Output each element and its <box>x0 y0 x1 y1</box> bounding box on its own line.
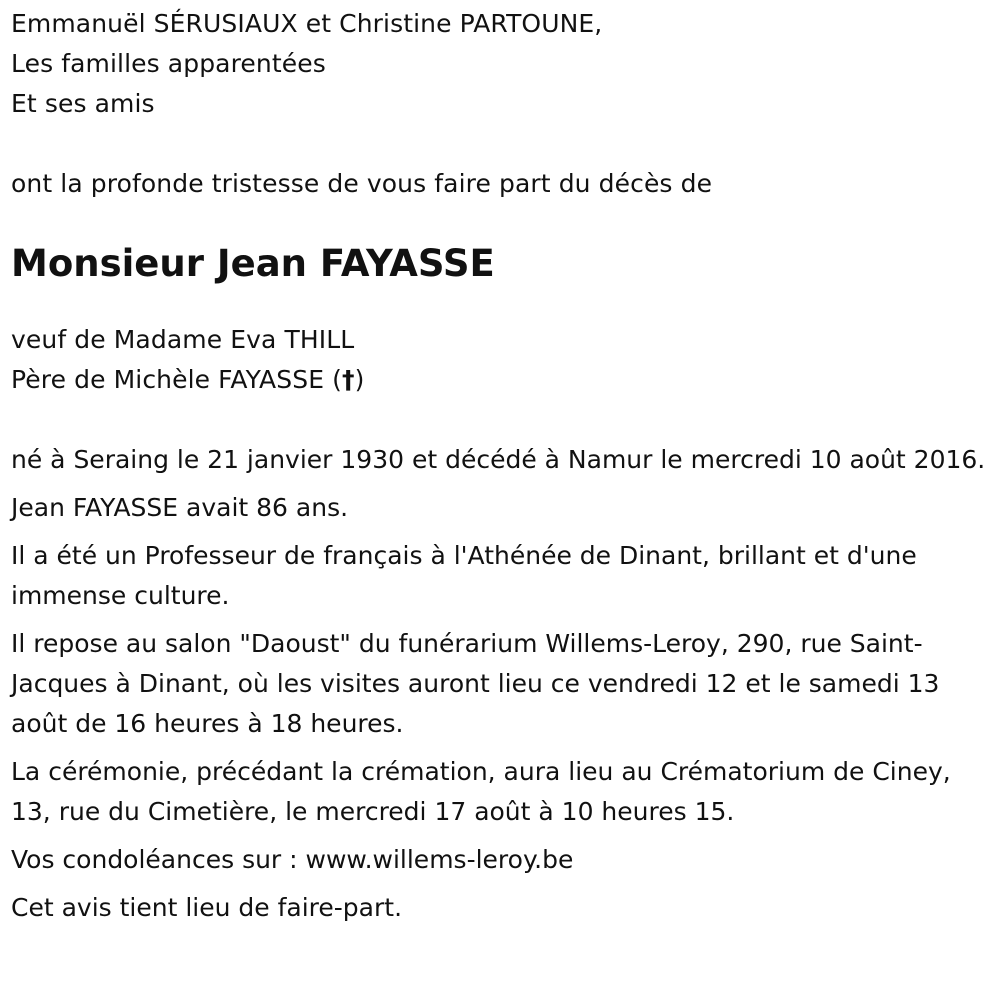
notice-paragraph: Cet avis tient lieu de faire-part. <box>11 893 403 922</box>
birth-death-paragraph: né à Seraing le 21 janvier 1930 et décédé à Namur le mercredi 10 août 2016. <box>11 445 986 474</box>
career-paragraph: Il a été un Professeur de français à l'Athénée de Dinant, brillant et d'une immense culture. <box>11 541 917 610</box>
announcer-line: Emmanuël SÉRUSIAUX et Christine PARTOUNE, <box>11 9 603 38</box>
rest-paragraph: Il repose au salon "Daoust" du funérarium Willems-Leroy, 290, rue Saint-Jacques à Dinant, où les visites auront lieu ce vendredi 12 et le samedi 13 août de 16 heures à 18 heures. <box>11 629 940 738</box>
announcer-line: Les familles apparentées <box>11 49 326 78</box>
cross-icon: † <box>342 365 355 394</box>
father-suffix: ) <box>354 365 365 394</box>
father-text: Père de Michèle FAYASSE ( <box>11 365 342 394</box>
age-paragraph: Jean FAYASSE avait 86 ans. <box>11 493 349 522</box>
ceremony-paragraph: La cérémonie, précédant la crémation, aura lieu au Crématorium de Ciney, 13, rue du Cimetière, le mercredi 17 août à 10 heures 15. <box>11 757 951 826</box>
father-line <box>11 360 986 400</box>
deceased-name: Monsieur Jean FAYASSE <box>11 242 495 285</box>
widower-line: veuf de Madame Eva THILL <box>11 325 355 354</box>
obituary-notice <box>11 4 986 936</box>
announcer-line: Et ses amis <box>11 89 155 118</box>
intro-text: ont la profonde tristesse de vous faire part du décès de <box>11 169 713 198</box>
spacer <box>11 124 986 164</box>
condolences-paragraph: Vos condoléances sur : www.willems-leroy.be <box>11 845 574 874</box>
spacer <box>11 400 986 440</box>
